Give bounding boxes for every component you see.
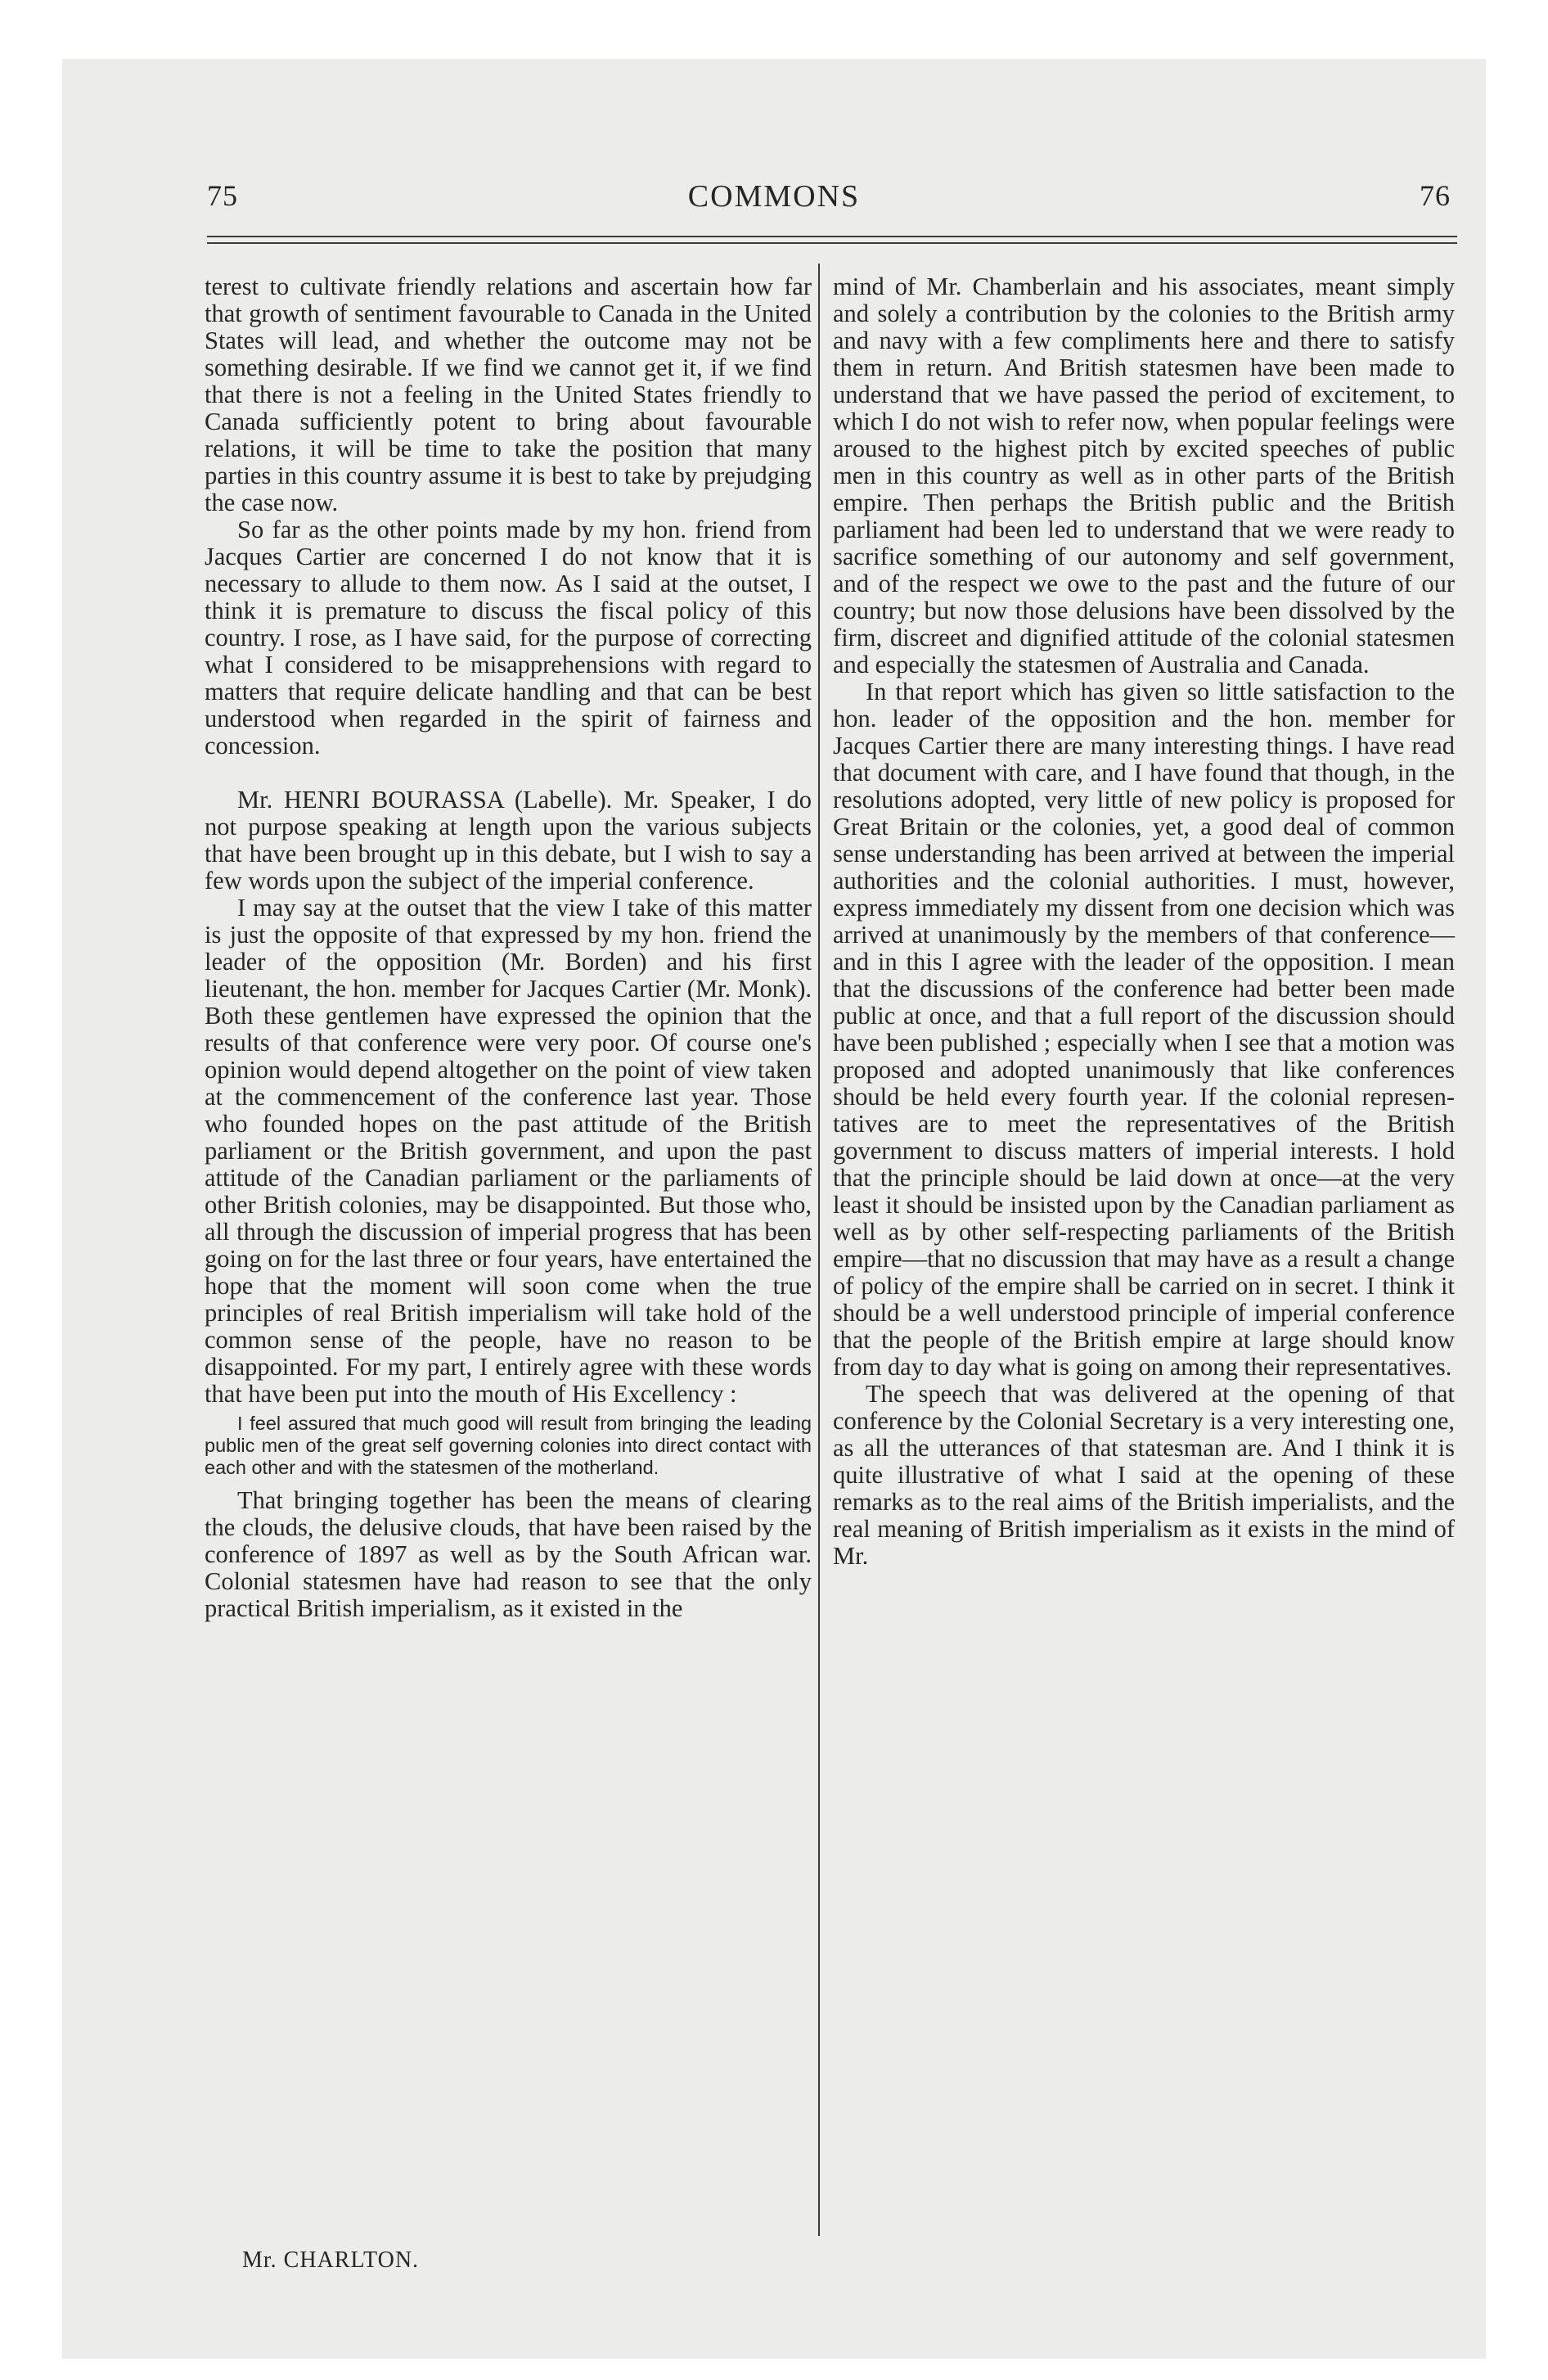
header-rule-bottom [207, 242, 1457, 244]
block-quotation: I feel assured that much good will result from bringing the leading public men of the great self governing colonies into direct contact with each other and with the statesmen of the motherland. [205, 1413, 812, 1478]
left-paragraph-2: So far as the other points made by my hon. friend from Jacques Cartier are concerned I do not know that it is necessary to allude to them now. As I said at the outset, I think it is premature to discuss the fiscal policy of this country. I rose, as I have said, for the purpose of correcting what I considered to be misapprehensions with regard to matters that require delicate handling and that can be best understood when regarded in the spirit of fairness and concession. [205, 516, 812, 760]
right-paragraph-2: In that report which has given so little satisfaction to the hon. leader of the opposition and the hon. member for Jacques Cartier there are many interesting things. I have read that document with care, and I have found that though, in the resolutions adopted, very little of new policy is proposed for Great Britain or the colonies, yet, a good deal of common sense understanding has been arrived at between the imperial authorities and the colonial authorities. I must, however, express immediately my dissent from one decision which was arrived at unanimously by the members of that conference—and in this I agree with the leader of the opposition. I mean that the discussions of the conference had better been made public at once, and that a full report of the discussion should have been published ; especially when I see that a motion was proposed and adopted unanimously that like conferences should be held every fourth year. If the colonial representatives are to meet the representatives of the British government to discuss matters of imperial interests. I hold that the principle should be laid down at once—at the very least it should be insisted upon by the Canadian parliament as well as by other self-respecting parliaments of the British empire—that no discussion that may have as a result a change of policy of the empire shall be carried on in secret. I think it should be a well understood principle of imperial conference that the people of the British empire at large should know from day to day what is going on among their representatives. [833, 678, 1455, 1381]
running-head-title: COMMONS [687, 179, 861, 214]
left-paragraph-6: That bringing together has been the means of clearing the clouds, the delusive clouds, that have been raised by the conference of 1897 as well as by the South African war. Colonial statesmen have had reason to see that the only practical British imperialism, as it existed in the [205, 1486, 812, 1622]
left-paragraph-4: I may say at the outset that the view I take of this matter is just the opposite of that expressed by my hon. friend the leader of the opposition (Mr. Borden) and his first lieutenant, the hon. member for Jacques Cartier (Mr. Monk). Both these gentlemen have expressed the opinion that the results of that conference were very poor. Of course one's opinion would depend altogether on the point of view taken at the commencement of the conference last year. Those who founded hopes on the past attitude of the British parliament or the British government, and upon the past attitude of the Canadian parliament or the parliaments of other British colonies, may be disappointed. But those who, all through the discussion of imperial progress that has been going on for the last three or four years, have entertained the hope that the moment will soon come when the true principles of real British imperialism will take hold of the common sense of the people, have no reason to be disappointed. For my part, I entirely agree with these words that have been put into the mouth of His Excellency : [205, 894, 812, 1408]
footer-speaker-name: Mr. CHARLTON. [242, 2247, 420, 2273]
page-number-left: 75 [207, 179, 238, 212]
header-rule-top [207, 236, 1457, 237]
left-paragraph-1: terest to cultivate friendly relations and ascertain how far that growth of sentiment favourable to Canada in the United States will lead, and whether the outcome may not be something desirable. If we find we cannot get it, if we find that there is not a feeling in the United States friendly to Canada sufficiently potent to bring about favourable relations, it will be time to take the position that many parties in this country assume it is best to take by prejudging the case now. [205, 273, 812, 516]
speaker-paragraph-bourassa: Mr. HENRI BOURASSA (Labelle). Mr. Speaker, I do not purpose speaking at length upon the various subjects that have been brought up in this debate, but I wish to say a few words upon the subject of the imperial conference. [205, 786, 812, 895]
right-column [833, 273, 1455, 1570]
page-number-right: 76 [1420, 179, 1451, 212]
right-paragraph-1: mind of Mr. Chamberlain and his associates, meant simply and solely a contribution by the colonies to the British army and navy with a few compliments here and there to satisfy them in return. And British statesmen have been made to understand that we have passed the period of excitement, to which I do not wish to refer now, when popular feelings were aroused to the highest pitch by excited speeches of public men in this country as well as in other parts of the British empire. Then perhaps the British public and the British parliament had been led to understand that we were ready to sacrifice something of our autonomy and self government, and of the respect we owe to the past and the future of our country; but now those delusions have been dissolved by the firm, discreet and dignified attitude of the colonial statesmen and especially the statesmen of Australia and Canada. [833, 273, 1455, 678]
column-divider [818, 264, 820, 2236]
right-paragraph-3: The speech that was delivered at the opening of that conference by the Colonial Secretary is a very interesting one, as all the utterances of that statesman are. And I think it is quite illustrative of what I said at the opening of these remarks as to the real aims of the British imperialists, and the real meaning of British imperialism as it exists in the mind of Mr. [833, 1380, 1455, 1570]
left-column [205, 273, 812, 1622]
